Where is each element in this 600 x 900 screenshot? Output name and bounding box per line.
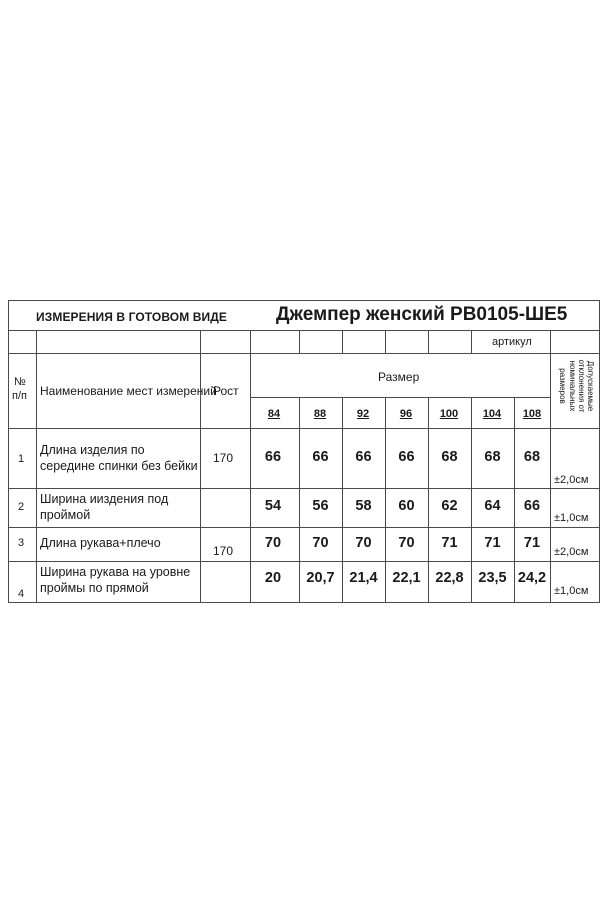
height-value: 170 — [213, 544, 234, 558]
measurement-value: 66 — [264, 449, 282, 465]
measurement-value: 21,4 — [349, 570, 378, 586]
grid-line — [428, 330, 429, 353]
measurement-value: 66 — [398, 449, 415, 465]
measurement-value: 70 — [398, 535, 415, 551]
measurement-name: Ширина рукава на уровне проймы по прямой — [40, 565, 191, 596]
measurement-value: 22,1 — [392, 570, 421, 586]
measurement-value: 70 — [312, 535, 329, 551]
measurement-value: 66 — [355, 449, 372, 465]
product-title: Джемпер женский РВ0105-ШЕ5 — [276, 304, 568, 325]
grid-line — [8, 353, 600, 354]
grid-line — [385, 330, 386, 353]
measurement-value: 58 — [355, 498, 372, 514]
tolerance-header-line: Допускаемые — [586, 360, 595, 412]
column-no-label-sub: п/п — [12, 390, 27, 402]
grid-line — [250, 397, 550, 398]
tolerance-header-line: номинальных — [567, 360, 577, 412]
tolerance-value: ±2,0см — [554, 474, 589, 486]
measurement-value: 70 — [355, 535, 372, 551]
measurement-value: 64 — [484, 498, 501, 514]
measurement-value: 71 — [441, 535, 458, 551]
column-height-label: Рост — [213, 384, 239, 398]
measurement-name: Длина рукава+плечо — [40, 536, 161, 550]
tolerance-header-line: отклонения от — [576, 359, 586, 413]
grid-line — [8, 602, 600, 603]
measurement-value: 68 — [523, 449, 541, 465]
measurement-value: 66 — [523, 498, 541, 514]
measurement-value: 54 — [264, 498, 282, 514]
size-label: 88 — [313, 408, 327, 420]
measurement-value: 22,8 — [435, 570, 464, 586]
measurements-title: ИЗМЕРЕНИЯ В ГОТОВОМ ВИДЕ — [36, 310, 228, 324]
article-label: артикул — [492, 336, 532, 348]
grid-line — [8, 561, 600, 562]
measurement-value: 68 — [441, 449, 458, 465]
grid-line — [8, 428, 600, 429]
measurement-value: 70 — [264, 535, 282, 551]
size-label: 100 — [439, 408, 459, 420]
measurement-name: Длина изделия по середине спинки без бейки — [40, 443, 198, 474]
measurement-value: 20,7 — [306, 570, 335, 586]
height-value: 170 — [213, 451, 234, 465]
grid-line — [471, 330, 472, 353]
grid-line — [8, 330, 600, 331]
measurement-name: Ширина ииздения под проймой — [40, 492, 169, 523]
grid-line — [299, 330, 300, 353]
size-label: 108 — [522, 408, 542, 420]
size-label: 84 — [267, 408, 281, 420]
measurement-value: 71 — [484, 535, 501, 551]
size-label: 104 — [482, 408, 502, 420]
column-no-label: № — [14, 376, 26, 388]
grid-line — [8, 300, 600, 301]
grid-line — [8, 300, 9, 602]
grid-line — [36, 330, 37, 602]
measurement-value: 62 — [441, 498, 458, 514]
measurement-value: 56 — [312, 498, 329, 514]
column-name-label: Наименование мест измерений — [40, 384, 217, 398]
size-label: 92 — [356, 408, 370, 420]
row-number: 1 — [18, 453, 25, 465]
row-number: 3 — [18, 537, 25, 549]
measurement-value: 71 — [523, 535, 541, 551]
measurement-value: 68 — [484, 449, 501, 465]
tolerance-value: ±2,0см — [554, 546, 589, 558]
grid-line — [8, 527, 600, 528]
measurement-value: 20 — [264, 570, 282, 586]
grid-line — [200, 330, 201, 602]
measurement-value: 60 — [398, 498, 415, 514]
measurement-value: 24,2 — [517, 570, 547, 586]
row-number: 4 — [18, 588, 25, 600]
size-label: 96 — [399, 408, 413, 420]
grid-line — [8, 488, 600, 489]
tolerance-value: ±1,0см — [554, 585, 589, 597]
tolerance-header-line: размеров — [558, 368, 568, 404]
grid-line — [342, 330, 343, 353]
measurement-value: 66 — [312, 449, 329, 465]
measurement-value: 23,5 — [478, 570, 507, 586]
row-number: 2 — [18, 501, 25, 513]
tolerance-header — [549, 331, 595, 441]
column-size-label: Размер — [378, 370, 420, 384]
tolerance-value: ±1,0см — [554, 512, 589, 524]
